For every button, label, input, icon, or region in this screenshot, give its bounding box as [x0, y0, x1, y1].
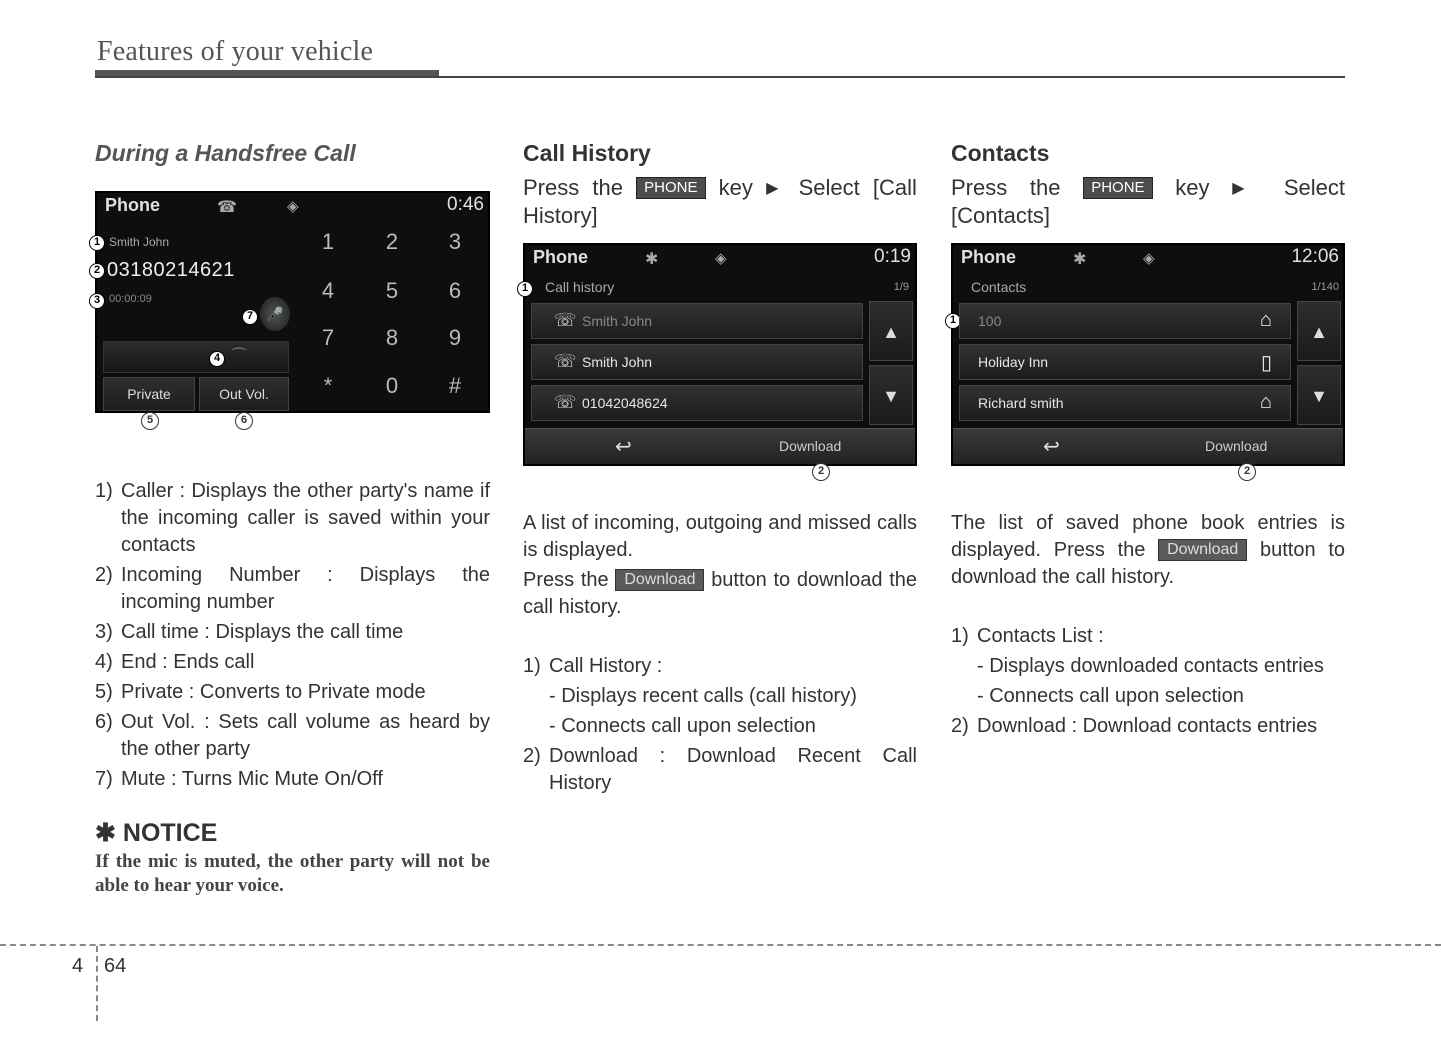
list-item: 2) Download : Download contacts entries	[951, 715, 1318, 737]
callout-7: 7	[242, 309, 258, 325]
list-item: 3) Call time : Displays the call time	[95, 621, 404, 643]
footer-rule	[0, 944, 1441, 946]
back-icon[interactable]: ↩	[615, 436, 632, 458]
screen-label: Phone	[105, 195, 161, 215]
handset-icon: ☎	[217, 199, 237, 216]
call-history-desc: A list of incoming, outgoing and missed calls is displayed. Press the Download button to download the call history.	[523, 512, 917, 618]
callout-2: 2	[1238, 463, 1256, 481]
back-icon[interactable]: ↩	[1043, 436, 1060, 458]
section-title-contacts: Contacts	[951, 140, 1050, 166]
end-call-icon: ⌒	[231, 348, 248, 365]
list-count: 1/9	[893, 281, 909, 293]
end-call-button[interactable]	[103, 341, 289, 373]
key-7[interactable]: 7	[321, 325, 335, 350]
page-number: 64	[104, 955, 127, 977]
out-vol-button[interactable]: Out Vol.	[199, 377, 289, 411]
call-history-screen	[523, 243, 917, 466]
clock: 0:46	[447, 194, 484, 215]
column-call-history	[523, 140, 917, 232]
clock: 0:19	[874, 246, 911, 267]
status-bar	[525, 245, 915, 275]
header-rule	[95, 76, 1345, 78]
section-title-handsfree: During a Handsfree Call	[95, 140, 356, 166]
key-9[interactable]: 9	[448, 325, 462, 350]
list-title: Call history	[545, 279, 615, 295]
contact-row[interactable]: 100 ⌂	[959, 303, 1291, 339]
key-star[interactable]: *	[323, 373, 333, 398]
mobile-icon: ▯	[1260, 352, 1272, 374]
download-badge: Download	[1158, 539, 1247, 561]
signal-icon: ◈	[715, 250, 727, 267]
list-count: 1/140	[1311, 281, 1339, 293]
status-bar	[953, 245, 1343, 275]
callout-4: 4	[209, 351, 225, 367]
key-3[interactable]: 3	[448, 229, 462, 254]
incoming-number: 03180214621	[107, 259, 235, 281]
column-contacts	[951, 140, 1345, 232]
call-time: 00:00:09	[109, 293, 152, 305]
notice-title: ✱ NOTICE	[95, 819, 218, 847]
bluetooth-icon: ✱	[1073, 251, 1087, 268]
phone-key-badge: PHONE	[636, 177, 705, 199]
call-history-row[interactable]: ☏ 01042048624	[531, 385, 863, 421]
callout-2: 2	[812, 463, 830, 481]
missed-call-icon: ☏	[554, 392, 577, 412]
footer-divider	[96, 946, 98, 1021]
home-icon: ⌂	[1259, 391, 1272, 413]
list-item: 5) Private : Converts to Private mode	[95, 681, 426, 703]
call-history-row[interactable]: ☏ Smith John	[531, 303, 863, 339]
download-button[interactable]: Download	[1205, 438, 1268, 454]
list-item: 2) Download : Download Recent Call History	[523, 745, 917, 794]
key-2[interactable]: 2	[385, 229, 399, 254]
callout-1: 1	[517, 281, 533, 297]
contacts-intro: Press the PHONE key ▶ Select [Contacts]	[951, 175, 1345, 228]
bottom-bar	[953, 428, 1343, 464]
callout-3: 3	[89, 293, 105, 309]
mute-icon[interactable]: 🎤	[260, 297, 290, 331]
home-icon: ⌂	[1259, 309, 1272, 331]
scroll-up-button[interactable]: ▲	[869, 301, 913, 361]
contacts-desc: The list of saved phone book entries is displayed. Press the Download button to download the call history.	[951, 512, 1345, 588]
contacts-screen	[951, 243, 1345, 466]
scroll-down-button[interactable]: ▼	[869, 365, 913, 425]
handsfree-call-screen	[95, 191, 490, 413]
list-item: 7) Mute : Turns Mic Mute On/Off	[95, 768, 383, 790]
contact-row[interactable]: Richard smith ⌂	[959, 385, 1291, 421]
bluetooth-icon: ✱	[645, 251, 659, 268]
list-title: Contacts	[971, 279, 1027, 295]
list-item: 1) Contacts List : - Displays downloaded contacts entries - Connects call upon selection	[951, 625, 1324, 707]
call-history-row[interactable]: ☏ Smith John	[531, 344, 863, 380]
screen-label: Phone	[961, 247, 1017, 267]
list-item: 2) Incoming Number : Displays the incoming number	[95, 564, 490, 613]
screen-label: Phone	[533, 247, 589, 267]
arrow-right-icon: ▶	[1232, 180, 1262, 197]
key-0[interactable]: 0	[385, 373, 399, 398]
key-hash[interactable]: #	[448, 373, 462, 398]
list-item: 1) Caller : Displays the other party's name if the incoming caller is saved within your contacts	[95, 480, 490, 556]
caller-name: Smith John	[109, 235, 170, 249]
arrow-right-icon: ▶	[766, 180, 786, 197]
key-4[interactable]: 4	[321, 278, 335, 303]
key-6[interactable]: 6	[448, 278, 462, 303]
scroll-down-button[interactable]: ▼	[1297, 365, 1341, 425]
bluetooth-icon: ◈	[287, 198, 299, 215]
contacts-items	[951, 623, 1345, 743]
phone-key-badge: PHONE	[1083, 177, 1152, 199]
column-handsfree	[95, 140, 489, 170]
key-1[interactable]: 1	[321, 229, 335, 254]
list-item: 1) Call History : - Displays recent calls (call history) - Connects call upon selection	[523, 655, 857, 737]
call-history-items	[523, 653, 917, 800]
callout-1: 1	[89, 235, 105, 251]
private-button[interactable]: Private	[103, 377, 195, 411]
download-button[interactable]: Download	[779, 438, 842, 454]
status-bar	[97, 193, 488, 223]
list-item: 6) Out Vol. : Sets call volume as heard by the other party	[95, 711, 490, 760]
page-header-title: Features of your vehicle	[97, 36, 374, 67]
callout-2: 2	[89, 263, 105, 279]
notice-body: If the mic is muted, the other party will not be able to hear your voice.	[95, 851, 490, 896]
callout-1: 1	[945, 313, 961, 329]
incoming-call-icon: ☏	[554, 351, 577, 371]
signal-icon: ◈	[1143, 250, 1155, 267]
outgoing-call-icon: ☏	[554, 310, 577, 330]
scroll-up-button[interactable]: ▲	[1297, 301, 1341, 361]
download-badge: Download	[615, 569, 704, 591]
chapter-number: 4	[72, 955, 84, 977]
contact-row[interactable]: Holiday Inn ▯	[959, 344, 1291, 380]
list-item: 4) End : Ends call	[95, 651, 255, 673]
callout-6: 6	[235, 412, 253, 430]
bottom-bar	[525, 428, 915, 464]
section-title-call-history: Call History	[523, 140, 651, 166]
handsfree-items	[95, 478, 490, 796]
key-5[interactable]: 5	[385, 278, 399, 303]
call-history-intro: Press the PHONE key ▶ Select [Call History]	[523, 175, 917, 228]
callout-5: 5	[141, 412, 159, 430]
key-8[interactable]: 8	[385, 325, 399, 350]
clock: 12:06	[1291, 246, 1339, 267]
